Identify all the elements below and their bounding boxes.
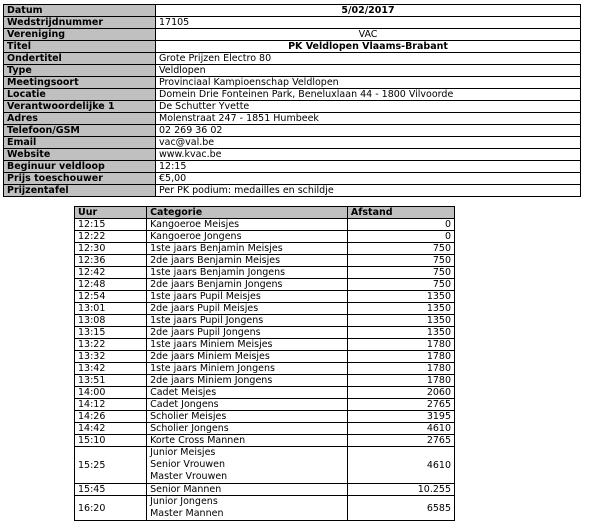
schedule-distance: 1780 (347, 363, 454, 375)
schedule-distance: 1780 (347, 375, 454, 387)
schedule-time: 15:10 (75, 435, 147, 447)
schedule-category: Korte Cross Mannen (147, 435, 348, 447)
schedule-distance: 750 (347, 267, 454, 279)
info-row (4, 149, 581, 161)
schedule-time: 15:45 (75, 484, 147, 496)
info-value: Domein Drie Fonteinen Park, Beneluxlaan 44 - 1800 Vilvoorde (156, 89, 581, 101)
header-category: Categorie (147, 207, 348, 219)
schedule-distance: 3195 (347, 411, 454, 423)
info-row (4, 113, 581, 125)
schedule-category (147, 447, 348, 484)
info-label: Datum (4, 5, 156, 17)
schedule-row (75, 267, 455, 279)
schedule-distance: 750 (347, 243, 454, 255)
schedule-distance: 4610 (347, 423, 454, 435)
info-row (4, 53, 581, 65)
schedule-category: Scholier Meisjes (147, 411, 348, 423)
schedule-distance: 1780 (347, 339, 454, 351)
schedule-row (75, 339, 455, 351)
schedule-row (75, 484, 455, 496)
schedule-category: Cadet Meisjes (147, 387, 348, 399)
schedule-distance: 2765 (347, 435, 454, 447)
schedule-row (75, 496, 455, 521)
schedule-row (75, 423, 455, 435)
info-label: Prijzentafel (4, 185, 156, 197)
info-label: Wedstrijdnummer (4, 17, 156, 29)
info-value: Provinciaal Kampioenschap Veldlopen (156, 77, 581, 89)
info-value: Molenstraat 247 - 1851 Humbeek (156, 113, 581, 125)
event-info-table (3, 4, 581, 197)
info-row (4, 29, 581, 41)
schedule-row (75, 279, 455, 291)
info-label: Locatie (4, 89, 156, 101)
schedule-row (75, 315, 455, 327)
info-label: Ondertitel (4, 53, 156, 65)
info-label: Titel (4, 41, 156, 53)
schedule-category (147, 496, 348, 521)
info-label: Vereniging (4, 29, 156, 41)
info-row (4, 65, 581, 77)
schedule-category: 1ste jaars Pupil Jongens (147, 315, 348, 327)
schedule-row (75, 375, 455, 387)
schedule-category: 2de jaars Miniem Jongens (147, 375, 348, 387)
info-row (4, 5, 581, 17)
schedule-distance: 6585 (347, 496, 454, 521)
schedule-category: 2de jaars Benjamin Meisjes (147, 255, 348, 267)
schedule-category: 1ste jaars Miniem Jongens (147, 363, 348, 375)
schedule-row (75, 243, 455, 255)
schedule-category: Scholier Jongens (147, 423, 348, 435)
header-time: Uur (75, 207, 147, 219)
schedule-row (75, 327, 455, 339)
schedule-time: 13:01 (75, 303, 147, 315)
schedule-category-line: Master Vrouwen (150, 471, 228, 482)
schedule-row (75, 255, 455, 267)
info-label: Type (4, 65, 156, 77)
schedule-category: 2de jaars Miniem Meisjes (147, 351, 348, 363)
schedule-category: Senior Mannen (147, 484, 348, 496)
info-value: vac@val.be (156, 137, 581, 149)
schedule-category: 2de jaars Pupil Jongens (147, 327, 348, 339)
schedule-time: 12:30 (75, 243, 147, 255)
schedule-distance: 2765 (347, 399, 454, 411)
info-value: De Schutter Yvette (156, 101, 581, 113)
schedule-distance: 0 (347, 219, 454, 231)
schedule-time: 13:32 (75, 351, 147, 363)
info-label: Adres (4, 113, 156, 125)
info-value: PK Veldlopen Vlaams-Brabant (156, 41, 581, 53)
info-value: 02 269 36 02 (156, 125, 581, 137)
info-row (4, 17, 581, 29)
schedule-category: Cadet Jongens (147, 399, 348, 411)
info-label: Beginuur veldloop (4, 161, 156, 173)
schedule-distance: 4610 (347, 447, 454, 484)
info-value: www.kvac.be (156, 149, 581, 161)
info-value: 17105 (156, 17, 581, 29)
schedule-time: 16:20 (75, 496, 147, 521)
schedule-time: 14:12 (75, 399, 147, 411)
schedule-time: 12:42 (75, 267, 147, 279)
schedule-row (75, 291, 455, 303)
schedule-time: 12:54 (75, 291, 147, 303)
info-value: Grote Prijzen Electro 80 (156, 53, 581, 65)
schedule-category-line: Master Mannen (150, 508, 224, 519)
schedule-category: 1ste jaars Benjamin Meisjes (147, 243, 348, 255)
schedule-distance: 1350 (347, 291, 454, 303)
info-row (4, 101, 581, 113)
schedule-distance: 2060 (347, 387, 454, 399)
info-row (4, 173, 581, 185)
schedule-time: 13:15 (75, 327, 147, 339)
schedule-row (75, 231, 455, 243)
info-row (4, 185, 581, 197)
info-row (4, 137, 581, 149)
schedule-time: 12:22 (75, 231, 147, 243)
schedule-time: 12:48 (75, 279, 147, 291)
schedule-category: Kangoeroe Jongens (147, 231, 348, 243)
schedule-time: 13:42 (75, 363, 147, 375)
info-value: 5/02/2017 (156, 5, 581, 17)
info-label: Telefoon/GSM (4, 125, 156, 137)
info-label: Prijs toeschouwer (4, 173, 156, 185)
schedule-time: 13:08 (75, 315, 147, 327)
info-label: Website (4, 149, 156, 161)
schedule-row (75, 363, 455, 375)
schedule-row (75, 447, 455, 484)
info-row (4, 125, 581, 137)
schedule-time: 15:25 (75, 447, 147, 484)
info-row (4, 41, 581, 53)
schedule-time: 14:00 (75, 387, 147, 399)
schedule-category: 1ste jaars Benjamin Jongens (147, 267, 348, 279)
schedule-category-line: Senior Vrouwen (150, 459, 226, 470)
schedule-distance: 1780 (347, 351, 454, 363)
schedule-row (75, 435, 455, 447)
schedule-category: 2de jaars Benjamin Jongens (147, 279, 348, 291)
schedule-category: Kangoeroe Meisjes (147, 219, 348, 231)
schedule-time: 13:51 (75, 375, 147, 387)
info-value: Veldlopen (156, 65, 581, 77)
header-distance: Afstand (347, 207, 454, 219)
schedule-time: 14:42 (75, 423, 147, 435)
schedule-table (74, 206, 455, 521)
info-value: €5,00 (156, 173, 581, 185)
schedule-category: 1ste jaars Pupil Meisjes (147, 291, 348, 303)
schedule-time: 13:22 (75, 339, 147, 351)
info-value: VAC (156, 29, 581, 41)
info-row (4, 89, 581, 101)
schedule-distance: 750 (347, 279, 454, 291)
schedule-row (75, 399, 455, 411)
schedule-category: 2de jaars Pupil Meisjes (147, 303, 348, 315)
schedule-time: 14:26 (75, 411, 147, 423)
schedule-distance: 750 (347, 255, 454, 267)
info-label: Meetingsoort (4, 77, 156, 89)
schedule-category-line: Junior Jongens (150, 496, 218, 507)
schedule-category: 1ste jaars Miniem Meisjes (147, 339, 348, 351)
schedule-distance: 0 (347, 231, 454, 243)
schedule-row (75, 387, 455, 399)
info-row (4, 77, 581, 89)
schedule-row (75, 303, 455, 315)
schedule-header-row (75, 207, 455, 219)
info-label: Verantwoordelijke 1 (4, 101, 156, 113)
info-value: 12:15 (156, 161, 581, 173)
schedule-row (75, 411, 455, 423)
schedule-distance: 10.255 (347, 484, 454, 496)
schedule-distance: 1350 (347, 315, 454, 327)
schedule-time: 12:15 (75, 219, 147, 231)
schedule-distance: 1350 (347, 303, 454, 315)
info-value: Per PK podium: medailles en schildje (156, 185, 581, 197)
info-row (4, 161, 581, 173)
schedule-row (75, 351, 455, 363)
schedule-time: 12:36 (75, 255, 147, 267)
schedule-category-line: Junior Meisjes (150, 447, 216, 458)
info-label: Email (4, 137, 156, 149)
schedule-distance: 1350 (347, 327, 454, 339)
schedule-row (75, 219, 455, 231)
